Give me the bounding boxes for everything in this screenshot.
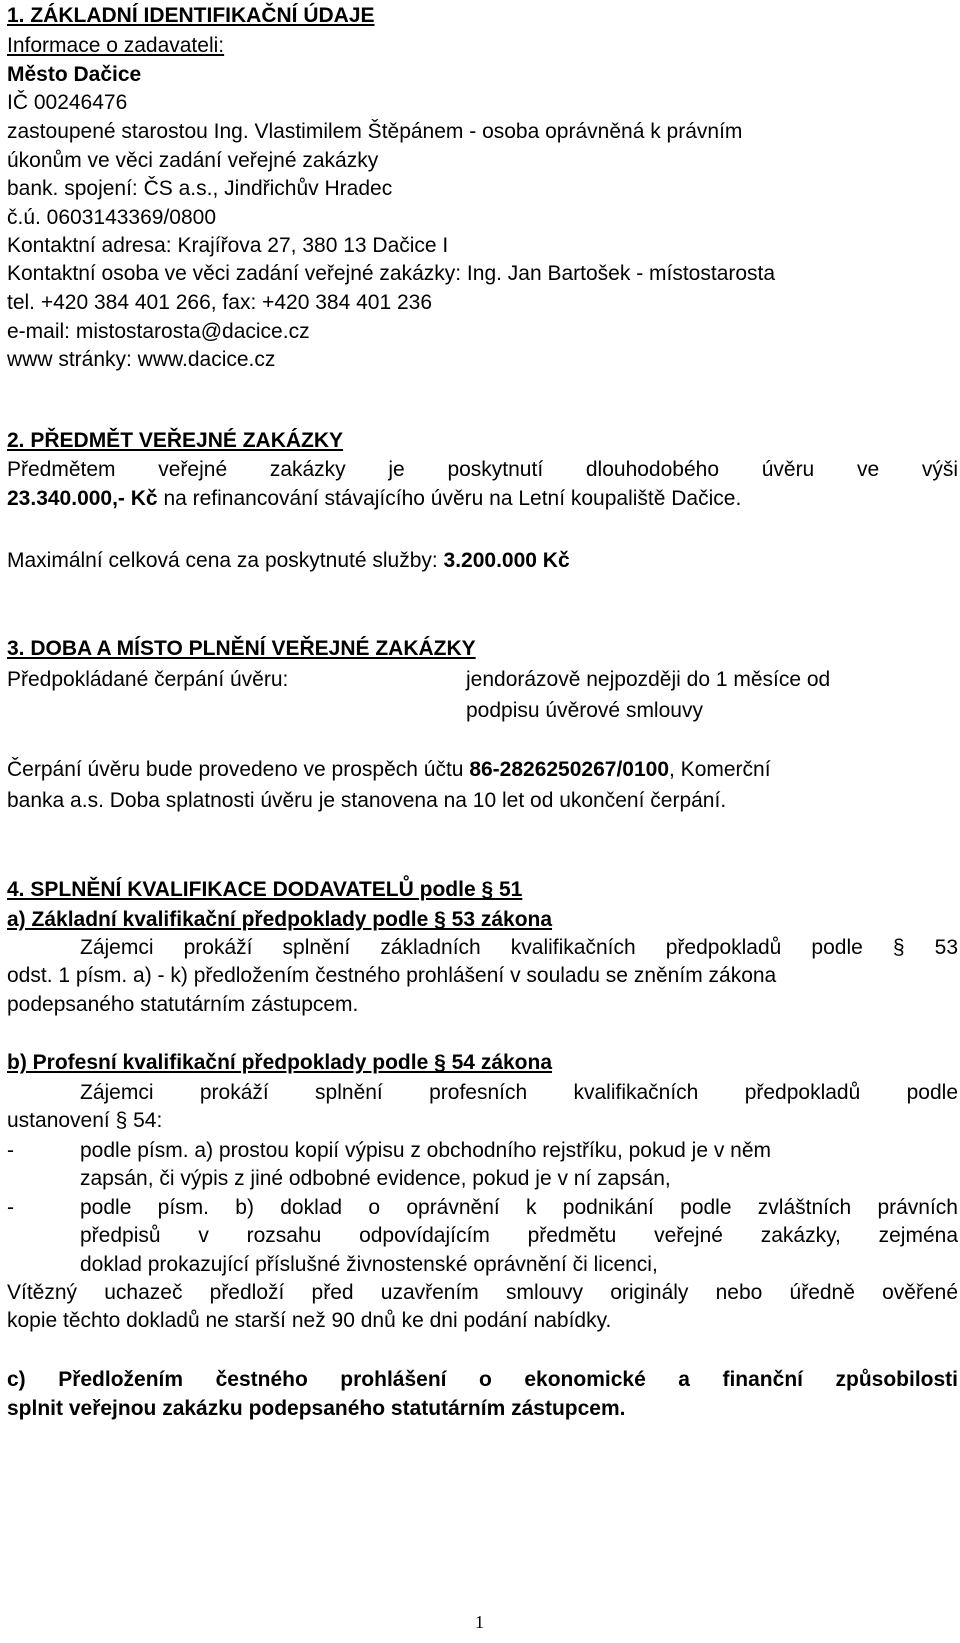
economic-qualification-line-1: c) Předložením čestného prohlášení o ekonomické a finanční způsobilosti — [7, 1368, 958, 1391]
representative-line-2: úkonům ve věci zadání veřejné zakázky — [7, 149, 379, 172]
drawdown-label: Předpokládané čerpání úvěru: — [7, 668, 289, 691]
winner-documents-line-1: Vítězný uchazeč předloží před uzavřením smlouvy originály nebo úředně ověřené — [7, 1281, 958, 1304]
section-1-heading: 1. ZÁKLADNÍ IDENTIFIKAČNÍ ÚDAJE — [7, 4, 375, 27]
subject-line-1: Předmětem veřejné zakázky je poskytnutí dlouhodobého úvěru ve výši — [7, 458, 958, 481]
section-3-heading: 3. DOBA A MÍSTO PLNĚNÍ VEŘEJNÉ ZAKÁZKY — [7, 637, 476, 660]
list-item-1-line-2: zapsán, či výpis z jiné odbobné evidence, pokud je v ní zapsán, — [80, 1167, 671, 1190]
representative-line-1: zastoupené starostou Ing. Vlastimilem Štěpánem - osoba oprávněná k právním — [7, 120, 743, 143]
website: www stránky: www.dacice.cz — [7, 348, 276, 371]
bank-connection: bank. spojení: ČS a.s., Jindřichův Hradec — [7, 177, 393, 200]
email: e-mail: mistostarosta@dacice.cz — [7, 320, 310, 343]
professional-qualification-heading: b) Profesní kvalifikační předpoklady podle § 54 zákona — [7, 1051, 553, 1074]
subject-line-2 — [7, 485, 741, 513]
authority-name: Město Dačice — [7, 63, 142, 86]
maximum-price — [7, 547, 570, 575]
phone-fax: tel. +420 384 401 266, fax: +420 384 401 236 — [7, 291, 433, 314]
loan-amount: 23.340.000,- Kč — [7, 487, 158, 510]
section-2-heading: 2. PŘEDMĚT VEŘEJNÉ ZAKÁZKY — [7, 429, 344, 452]
subject-line-2-rest: na refinancování stávajícího úvěru na Letní koupaliště Dačice. — [157, 487, 742, 510]
account-number: č.ú. 0603143369/0800 — [7, 206, 217, 229]
drawdown-account-text: Čerpání úvěru bude provedeno ve prospěch účtu — [7, 758, 470, 781]
authority-ic: IČ 00246476 — [7, 91, 128, 114]
list-item-2-line-3: doklad prokazující příslušné živnostenské oprávnění či licenci, — [80, 1253, 658, 1276]
maximum-price-label: Maximální celková cena za poskytnuté služby: — [7, 549, 444, 572]
contact-person: Kontaktní osoba ve věci zadání veřejné zakázky: Ing. Jan Bartošek - místostarosta — [7, 262, 776, 285]
professional-qualification-line-2: ustanovení § 54: — [7, 1109, 163, 1132]
drawdown-account-bank: , Komerční — [669, 758, 771, 781]
repayment-period: banka a.s. Doba splatnosti úvěru je stanovena na 10 let od ukončení čerpání. — [7, 789, 727, 812]
drawdown-account-line — [7, 756, 771, 784]
drawdown-value-line-1: jendorázově nejpozději do 1 měsíce od — [466, 668, 831, 691]
list-item-2-line-2: předpisů v rozsahu odpovídajícím předmětu veřejné zakázky, zejména — [80, 1224, 958, 1247]
list-dash-2: - — [7, 1196, 14, 1219]
contracting-authority-subheading: Informace o zadavateli: — [7, 34, 225, 57]
drawdown-value-line-2: podpisu úvěrové smlouvy — [466, 699, 703, 722]
contact-address: Kontaktní adresa: Krajířova 27, 380 13 Dačice I — [7, 234, 449, 257]
basic-qualification-heading: a) Základní kvalifikační předpoklady podle § 53 zákona — [7, 908, 553, 931]
economic-qualification-line-2: splnit veřejnou zakázku podepsaného statutárním zástupcem. — [7, 1397, 626, 1420]
basic-qualification-line-1: Zájemci prokáží splnění základních kvalifikačních předpokladů podle § 53 — [80, 936, 958, 959]
list-item-1-line-1: podle písm. a) prostou kopií výpisu z obchodního rejstříku, pokud je v něm — [80, 1139, 772, 1162]
basic-qualification-line-2: odst. 1 písm. a) - k) předložením čestného prohlášení v souladu se zněním zákona — [7, 964, 777, 987]
maximum-price-value: 3.200.000 Kč — [443, 549, 570, 572]
winner-documents-line-2: kopie těchto dokladů ne starší než 90 dnů ke dni podání nabídky. — [7, 1309, 612, 1332]
professional-qualification-line-1: Zájemci prokáží splnění profesních kvalifikačních předpokladů podle — [80, 1081, 958, 1104]
list-dash-1: - — [7, 1139, 14, 1162]
bank-account-number: 86-2826250267/0100 — [469, 758, 670, 781]
basic-qualification-line-3: podepsaného statutárním zástupcem. — [7, 993, 359, 1016]
page-number: 1 — [475, 1612, 484, 1632]
section-4-heading: 4. SPLNĚNÍ KVALIFIKACE DODAVATELŮ podle § 51 — [7, 878, 523, 901]
list-item-2-line-1: podle písm. b) doklad o oprávnění k podnikání podle zvláštních právních — [80, 1196, 958, 1219]
